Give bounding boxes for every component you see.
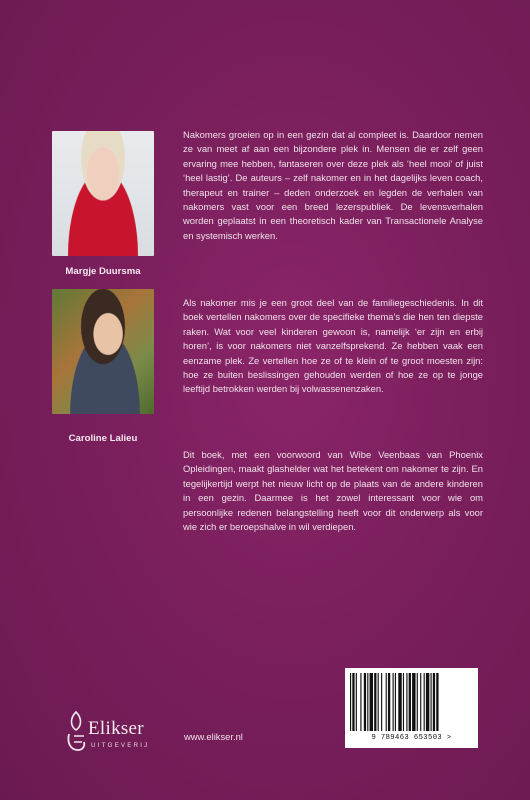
barcode-bar (350, 673, 351, 731)
barcode-bar (388, 673, 390, 731)
barcode-bar (370, 673, 373, 731)
barcode-bar (374, 673, 376, 731)
barcode-bar (431, 673, 432, 731)
publisher-name: Elikser (88, 718, 144, 739)
author-name-caroline: Caroline Lalieu (68, 433, 138, 444)
blurb-paragraph-1: Nakomers groeien op in een gezin dat al compleet is. Daardoor nemen ze van meet af aan een bijzondere plek in. Mensen die er zelf geen ervaring mee hebben, fantaseren over deze plek als ‘heel mooi’ of juist ‘heel lastig’. De auteurs – zelf nakomer en in het dagelijks leven coach, therapeut en trainer – deden onderzoek en legden de verhalen van nakomers vast voor een breed lezerspubliek. De levensverhalen worden geplaatst in een theoretisch kader van Transactionele Analyse en systemisch werken. (183, 129, 483, 241)
author-photo-caroline (52, 289, 154, 414)
author-name-margje: Margje Duursma (65, 266, 141, 277)
barcode-bar (364, 673, 366, 731)
barcode-bar (367, 673, 368, 731)
publisher-logo (64, 708, 164, 760)
isbn-number: 9 789463 653503 > (371, 734, 452, 742)
barcode-bar (406, 673, 407, 731)
barcode-bar (378, 673, 379, 731)
barcode-bar (426, 673, 429, 731)
barcode-bar (424, 673, 425, 731)
barcode-bar (436, 673, 438, 731)
barcode-bar (433, 673, 435, 731)
barcode-bar (393, 673, 394, 731)
barcode-bar (360, 673, 361, 731)
barcode-bar (403, 673, 404, 731)
publisher-logo-icon (64, 708, 88, 756)
barcode-bar (395, 673, 396, 731)
barcode-bar (420, 673, 421, 731)
blurb-paragraph-3: Dit boek, met een voorwoord van Wibe Veenbaas van Phoenix Opleidingen, maakt glashelder wat het betekent om nakomer te zijn. En tegelijkertijd werpt het nieuw licht op de plaats van de andere kinderen in een gezin. Daarmee is het zowel interessant voor wie om persoonlijke redenen belangstelling heeft voor dit onderwerp als voor wie zich er beroepshalve in wil verdiepen. (183, 449, 483, 533)
publisher-subtitle: UITGEVERIJ (91, 742, 150, 749)
barcode-bars (350, 673, 473, 733)
author-photo-margje (52, 131, 154, 256)
barcode-bar (398, 673, 401, 731)
blurb-paragraph-2: Als nakomer mis je een groot deel van de familiegeschiedenis. In dit boek vertellen nakomers over de specifieke thema’s die hen ten diepste raken. Wat voor veel kinderen gewoon is, namelijk ‘er zijn en erbij horen’, is voor nakomers niet vanzelfsprekend. Ze hebben vaak een eenzame plek. Ze vertellen hoe ze of te klein of te groot moesten zijn: hoe ze buiten beslissingen gehouden werden of hoe ze op te jonge leeftijd betrokken werden bij volwassenenzaken. (183, 297, 483, 395)
barcode-bar (381, 673, 382, 731)
barcode-bar (356, 673, 357, 731)
barcode-bar (412, 673, 415, 731)
barcode (345, 668, 478, 748)
barcode-bar (352, 673, 354, 731)
barcode-bar (409, 673, 411, 731)
barcode-bar (417, 673, 418, 731)
barcode-bar (386, 673, 387, 731)
publisher-website[interactable]: www.elikser.nl (184, 731, 243, 742)
